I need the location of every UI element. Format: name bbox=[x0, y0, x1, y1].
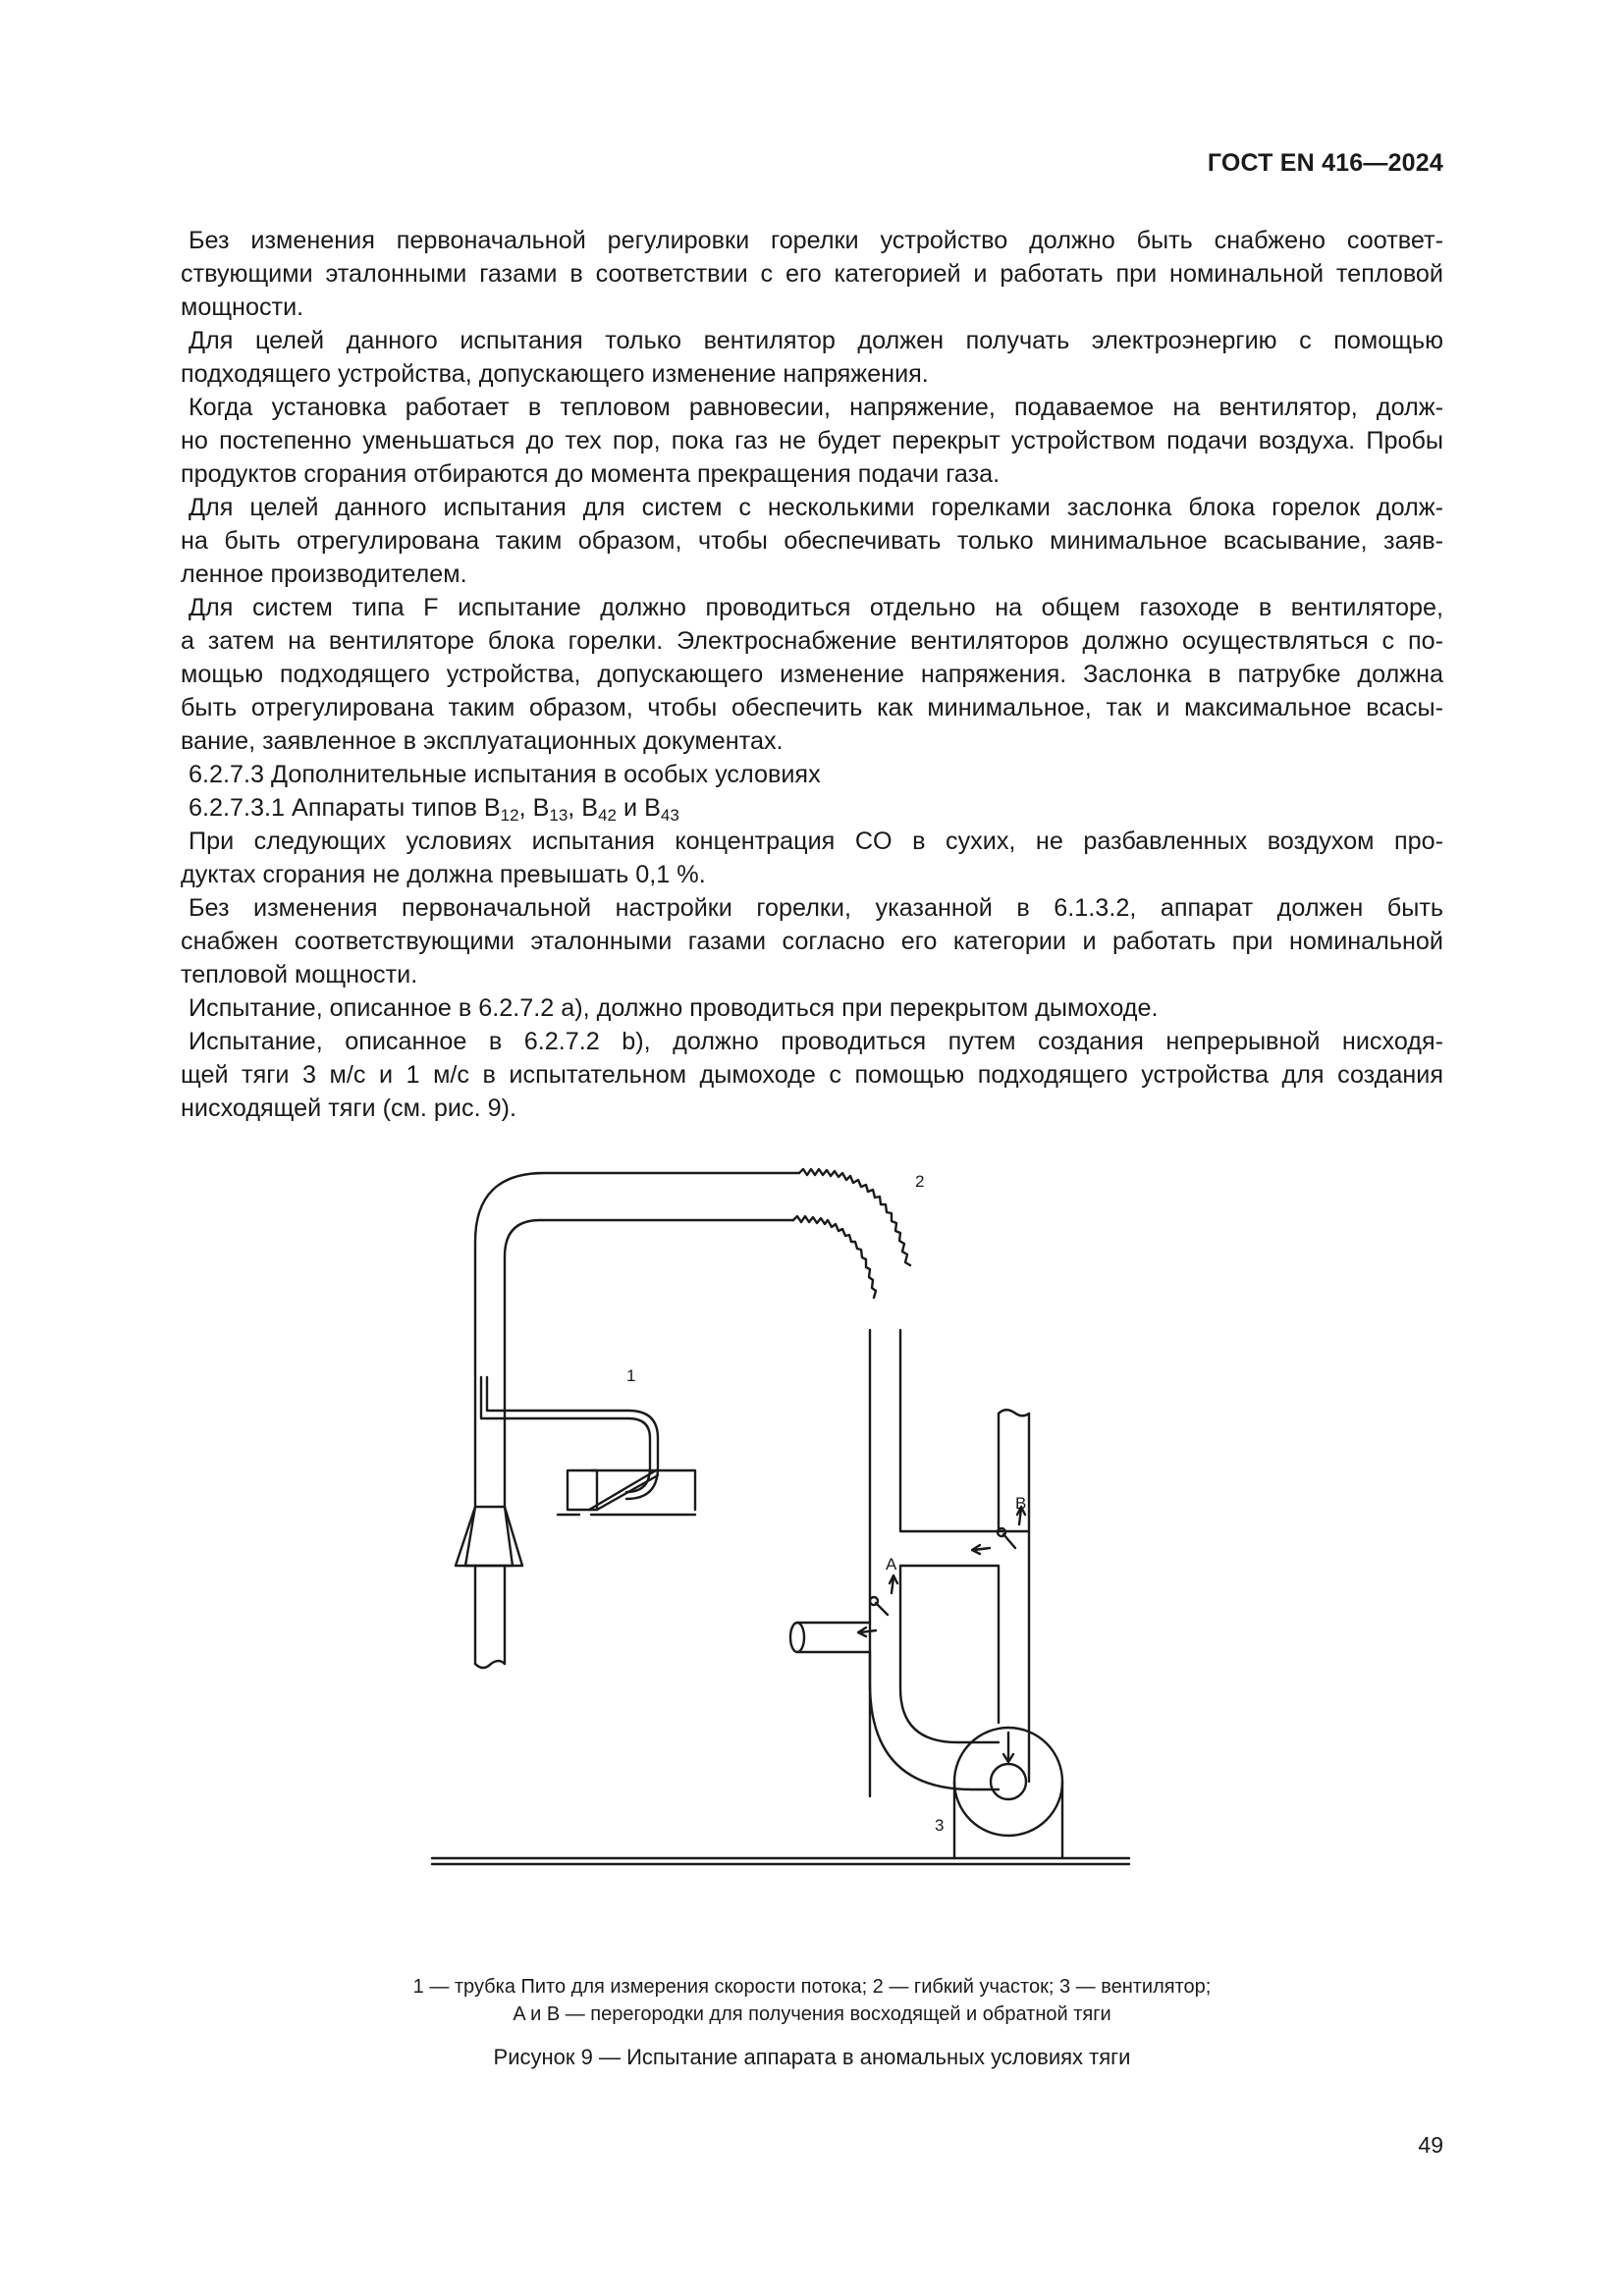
baffle-a-arrow bbox=[890, 1575, 897, 1593]
label-b: B bbox=[1015, 1494, 1027, 1513]
subscript: 13 bbox=[549, 806, 568, 825]
paragraph-8 bbox=[181, 991, 1443, 1025]
paragraph-line: Испытание, описанное в 6.2.7.2 b), должно проводиться путем создания непрерывной нисходя- bbox=[189, 1028, 1443, 1055]
heading-separator: и B bbox=[617, 794, 661, 822]
baffle-a-pivot bbox=[870, 1597, 878, 1605]
baffle-b-flow bbox=[972, 1545, 990, 1554]
paragraph-line: дуктах сгорания не должна превышать 0,1 %. bbox=[181, 861, 706, 888]
paragraph-line: снабжен соответствующими эталонными газами согласно его категории и работать при номинальной bbox=[181, 928, 1443, 955]
inlet-pipe-cut bbox=[790, 1623, 804, 1652]
paragraph-line: тепловой мощности. bbox=[181, 961, 418, 988]
baffle-a bbox=[876, 1603, 888, 1615]
inner-channel bbox=[900, 1566, 999, 1723]
paragraph-line: Для целей данного испытания только вентилятор должен получать электроэнергию с помощью bbox=[189, 327, 1443, 354]
paragraph-6 bbox=[181, 825, 1443, 891]
paragraph-7 bbox=[181, 891, 1443, 991]
paragraph-line: При следующих условиях испытания концентрация CO в сухих, не разбавленных воздухом про- bbox=[189, 828, 1443, 855]
paragraph-line: ленное производителем. bbox=[181, 561, 467, 588]
flexible-section-inner bbox=[793, 1216, 876, 1298]
label-a: A bbox=[886, 1555, 897, 1574]
heading-separator: , B bbox=[518, 794, 550, 822]
pitot-tube-inner bbox=[487, 1377, 658, 1499]
paragraph-line: быть отрегулирована таким образом, чтобы обеспечить как минимальное, так и максимальное всасы- bbox=[181, 694, 1443, 721]
paragraph-1 bbox=[181, 224, 1443, 324]
subscript: 12 bbox=[500, 806, 519, 825]
paragraph-line: подходящего устройства, допускающего изменение напряжения. bbox=[181, 360, 929, 388]
paragraph-line: ствующими эталонными газами в соответствии с его категорией и работать при номинальной тепловой bbox=[181, 260, 1443, 288]
baffle-b bbox=[1003, 1534, 1015, 1548]
paragraph-line: нисходящей тяги (см. рис. 9). bbox=[181, 1095, 516, 1122]
heading-prefix: 6.2.7.3.1 Аппараты типов B bbox=[189, 794, 501, 822]
paragraph-line: мощности. bbox=[181, 294, 304, 321]
paragraph-line: мощью подходящего устройства, допускающего изменение напряжения. Заслонка в патрубке должна bbox=[181, 661, 1443, 688]
paragraph-5 bbox=[181, 591, 1443, 758]
section-heading-6-2-7-3-1 bbox=[181, 791, 1443, 825]
paragraph-line: а затем на вентиляторе блока горелки. Электроснабжение вентиляторов должно осуществляться с по- bbox=[181, 627, 1443, 655]
figure-9-diagram bbox=[422, 1153, 1168, 1939]
figure-notes-line-2: A и B — перегородки для получения восходящей и обратной тяги bbox=[513, 2003, 1111, 2025]
paragraph-line: продуктов сгорания отбираются до момента прекращения подачи газа. bbox=[181, 460, 1001, 488]
manometer-slope bbox=[589, 1470, 656, 1510]
paragraph-line: Когда установка работает в тепловом равновесии, напряжение, подаваемое на вентилятор, долж- bbox=[189, 394, 1443, 421]
paragraph-line: на быть отрегулирована таким образом, чтобы обеспечивать только минимальное всасывание, заяв- bbox=[181, 527, 1443, 555]
body-text bbox=[181, 224, 1443, 1125]
paragraph-line: Для целей данного испытания для систем с несколькими горелками заслонка блока горелок долж- bbox=[189, 494, 1443, 521]
paragraph-3 bbox=[181, 391, 1443, 491]
paragraph-line: но постепенно уменьшаться до тех пор, пока газ не будет перекрыт устройством подачи воздуха. Пробы bbox=[181, 427, 1443, 454]
label-2: 2 bbox=[915, 1172, 925, 1191]
flexible-section-outer bbox=[799, 1169, 910, 1265]
document-standard-header: ГОСТ EN 416—2024 bbox=[1207, 149, 1443, 177]
section-heading-6-2-7-3 bbox=[181, 758, 1443, 791]
paragraph-line: Без изменения первоначальной настройки горелки, указанной в 6.1.3.2, аппарат должен быть bbox=[189, 894, 1443, 922]
figure-notes bbox=[181, 1973, 1443, 2028]
paragraph-9 bbox=[181, 1025, 1443, 1125]
burner-flue-left bbox=[465, 1492, 513, 1566]
paragraph-line: вание, заявленное в эксплуатационных документах. bbox=[181, 727, 784, 755]
burner-pipe-cut bbox=[475, 1661, 505, 1668]
figure-notes-line-1: 1 — трубка Пито для измерения скорости потока; 2 — гибкий участок; 3 — вентилятор; bbox=[412, 1976, 1212, 1998]
chimney-top-cut bbox=[999, 1410, 1029, 1415]
paragraph-2 bbox=[181, 324, 1443, 391]
paragraph-4 bbox=[181, 491, 1443, 591]
subscript: 42 bbox=[598, 806, 618, 825]
figure-title: Рисунок 9 — Испытание аппарата в аномальных условиях тяги bbox=[493, 2045, 1131, 2069]
paragraph-line: Испытание, описанное в 6.2.7.2 a), должно проводиться при перекрытом дымоходе. bbox=[189, 994, 1159, 1022]
paragraph-line: Для систем типа F испытание должно проводиться отдельно на общем газоходе в вентиляторе, bbox=[189, 594, 1443, 621]
page-number: 49 bbox=[1418, 2132, 1443, 2158]
pitot-tube bbox=[481, 1377, 650, 1492]
fan-arrow bbox=[1003, 1733, 1013, 1762]
outer-bend bbox=[870, 1652, 999, 1789]
paragraph-line: щей тяги 3 м/с и 1 м/с в испытательном дымоходе с помощью подходящего устройства для создания bbox=[181, 1061, 1443, 1089]
label-3: 3 bbox=[935, 1816, 945, 1835]
manometer-body bbox=[568, 1470, 597, 1510]
baffle-a-flow bbox=[858, 1628, 876, 1636]
inner-channel-left bbox=[900, 1566, 999, 1742]
heading-separator: , B bbox=[568, 794, 599, 822]
section-heading-text bbox=[181, 791, 1443, 825]
fan-hub bbox=[991, 1764, 1026, 1799]
downcomer-right-wall bbox=[900, 1330, 1029, 1531]
label-1: 1 bbox=[626, 1366, 636, 1385]
subscript: 43 bbox=[660, 806, 679, 825]
paragraph-line: Без изменения первоначальной регулировки горелки устройство должно быть снабжено соответ- bbox=[189, 227, 1443, 254]
section-heading-text: 6.2.7.3 Дополнительные испытания в особых условиях bbox=[189, 761, 821, 788]
